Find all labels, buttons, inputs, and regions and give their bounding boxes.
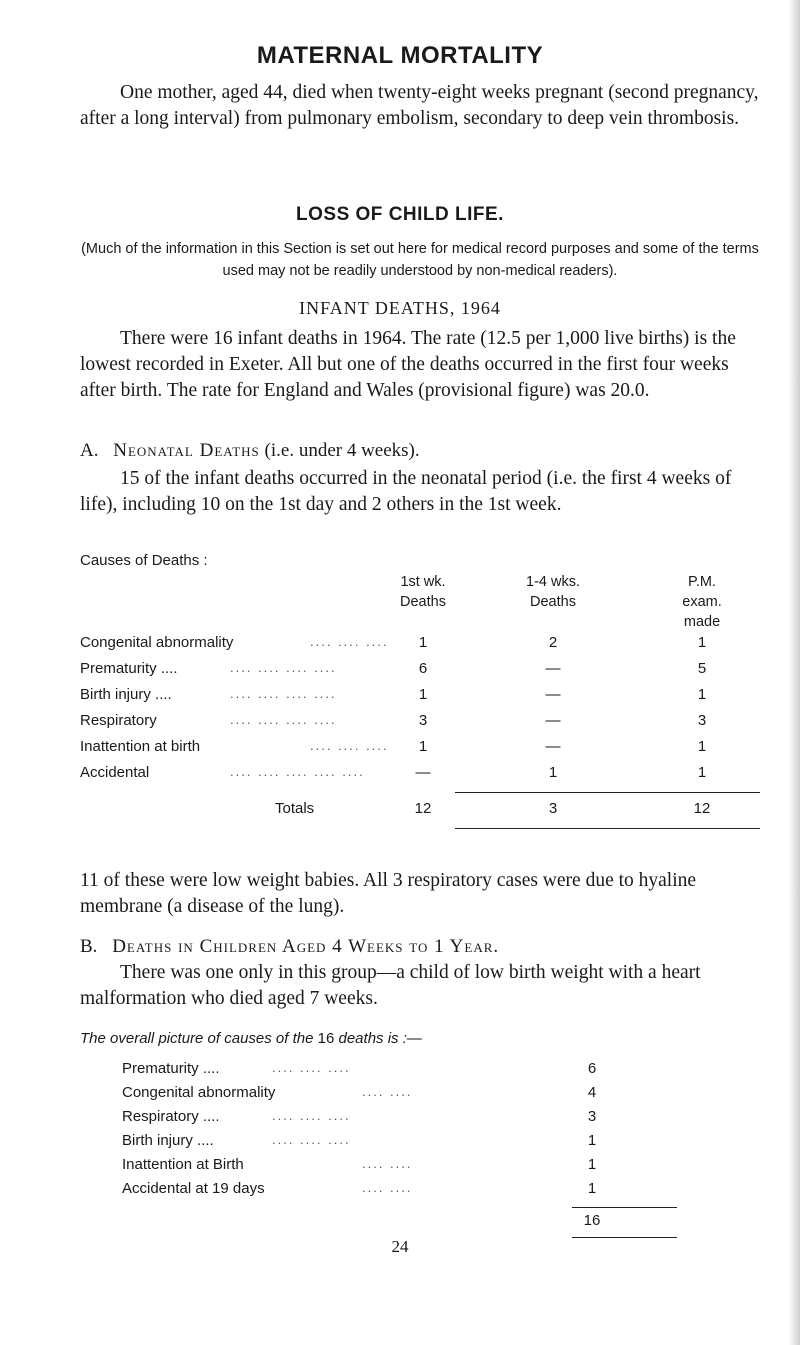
cell-pm-exam: 3 [697,712,707,729]
section-b-heading [80,936,499,958]
leader-dots: .... .... .... [310,634,389,649]
cause-count: 4 [587,1084,597,1101]
col-header-line: Deaths [400,594,446,610]
leader-dots: .... .... [362,1156,413,1171]
heading-maternal-mortality: MATERNAL MORTALITY [256,42,544,69]
page-number: 24 [391,1237,409,1256]
cell-1st-week: — [415,764,431,781]
section-b-title: Deaths in Children Aged 4 Weeks to 1 Year. [112,936,500,957]
list-item [122,1132,642,1156]
overall-caption-end: deaths is :— [338,1030,422,1047]
table-row [80,634,760,656]
page-edge-shadow [788,0,800,1345]
row-label: Prematurity .... [80,660,178,677]
cell-pm-exam: 1 [697,738,707,755]
list-item [122,1108,642,1132]
col-header-1st-week [363,572,483,612]
cell-1st-week: 1 [418,634,428,651]
totals-bottom-rule [455,828,760,829]
leader-dots: .... .... .... [272,1132,351,1147]
infant-paragraph: There were 16 infant deaths in 1964. The rate (12.5 per 1,000 live births) is the lowest recorded in Exeter. All but one of the deaths occurred in the first four weeks after birth. The rate for England and Wales (provisional figure) was 20.0. [80,328,736,401]
section-a-title: Neonatal Deaths [113,440,260,461]
row-label: Respiratory [80,712,157,729]
overall-caption-number: 16 [317,1030,335,1047]
totals-row [80,800,760,822]
cause-label: Birth injury .... [122,1132,214,1149]
cell-1-4-weeks: — [545,686,561,703]
leader-dots: .... .... .... .... [230,660,337,675]
cell-1-4-weeks: — [545,660,561,677]
row-label: Birth injury .... [80,686,172,703]
heading-infant-deaths: INFANT DEATHS, 1964 [299,298,501,318]
col-header-line: Deaths [530,594,576,610]
cell-pm-exam: 5 [697,660,707,677]
cell-1-4-weeks: 2 [548,634,558,651]
cell-1st-week: 3 [418,712,428,729]
cause-label: Accidental at 19 days [122,1180,265,1197]
table-row [80,738,760,760]
table-row [80,764,760,786]
leader-dots: .... .... [362,1180,413,1195]
cell-1-4-weeks: 1 [548,764,558,781]
table-caption: Causes of Deaths : [80,552,208,569]
cell-1st-week: 1 [418,738,428,755]
row-label: Inattention at birth [80,738,201,755]
totals-top-rule [455,792,760,793]
col-header-1-4-weeks [493,572,613,612]
total-1-4-weeks: 3 [548,800,558,817]
total-pm-exam: 12 [693,800,711,817]
leader-dots: .... .... .... .... .... [230,764,365,779]
col-header-line: made [683,614,721,630]
cell-1-4-weeks: — [545,738,561,755]
cause-label: Congenital abnormality [122,1084,276,1101]
leader-dots: .... .... [362,1084,413,1099]
cause-count: 3 [587,1108,597,1125]
maternal-paragraph: One mother, aged 44, died when twenty-eight weeks pregnant (second pregnancy, after a long interval) from pulmonary embolism, secondary to deep vein thrombosis. [80,82,759,129]
section-b-prefix: B. [80,936,98,957]
overall-total-row [122,1212,642,1236]
cause-count: 6 [587,1060,597,1077]
leader-dots: .... .... .... .... [230,712,337,727]
col-header-line: P.M. [688,574,716,590]
overall-total-rule-bottom [572,1237,677,1238]
col-header-line: 1-4 wks. [526,574,580,590]
cause-count: 1 [587,1156,597,1173]
cell-1st-week: 6 [418,660,428,677]
table-row [80,660,760,682]
section-a-prefix: A. [80,440,99,461]
table-row [80,712,760,734]
totals-label: Totals [275,800,315,817]
cell-1-4-weeks: — [545,712,561,729]
leader-dots: .... .... .... [272,1108,351,1123]
total-1st-week: 12 [414,800,432,817]
cause-label: Prematurity .... [122,1060,220,1077]
leader-dots: .... .... .... [272,1060,351,1075]
cause-count: 1 [587,1180,597,1197]
cell-pm-exam: 1 [697,634,707,651]
row-label: Accidental [80,764,150,781]
section-a-heading [80,440,420,462]
section-a-suffix: (i.e. under 4 weeks). [264,440,420,461]
section-b-paragraph: There was one only in this group—a child of low birth weight with a heart malformation who died aged 7 weeks. [80,962,701,1009]
col-header-line: exam. [682,594,722,610]
leader-dots: .... .... .... .... [230,686,337,701]
overall-total: 16 [583,1212,601,1229]
cell-pm-exam: 1 [697,764,707,781]
loss-note: (Much of the information in this Section is set out here for medical record purposes and some of the terms used may not be readily understood by non-medical readers). [81,241,759,279]
low-weight-paragraph: 11 of these were low weight babies. All 3 respiratory cases were due to hyaline membrane (a disease of the lung). [80,870,697,917]
cause-label: Respiratory .... [122,1108,220,1125]
section-a-paragraph: 15 of the infant deaths occurred in the neonatal period (i.e. the first 4 weeks of life), including 10 on the 1st day and 2 others in the 1st week. [80,468,732,515]
overall-caption-text: The overall picture of causes of the [80,1030,314,1047]
col-header-line: 1st wk. [400,574,446,590]
leader-dots: .... .... .... [310,738,389,753]
list-item [122,1156,642,1180]
overall-caption [80,1030,422,1047]
col-header-pm-exam [642,572,762,632]
overall-total-rule-top [572,1207,677,1208]
table-row [80,686,760,708]
cause-count: 1 [587,1132,597,1149]
row-label: Congenital abnormality [80,634,234,651]
cell-pm-exam: 1 [697,686,707,703]
cell-1st-week: 1 [418,686,428,703]
list-item [122,1084,642,1108]
heading-loss-of-child-life: LOSS OF CHILD LIFE. [296,204,504,225]
list-item [122,1180,642,1204]
cause-label: Inattention at Birth [122,1156,244,1173]
list-item [122,1060,642,1084]
